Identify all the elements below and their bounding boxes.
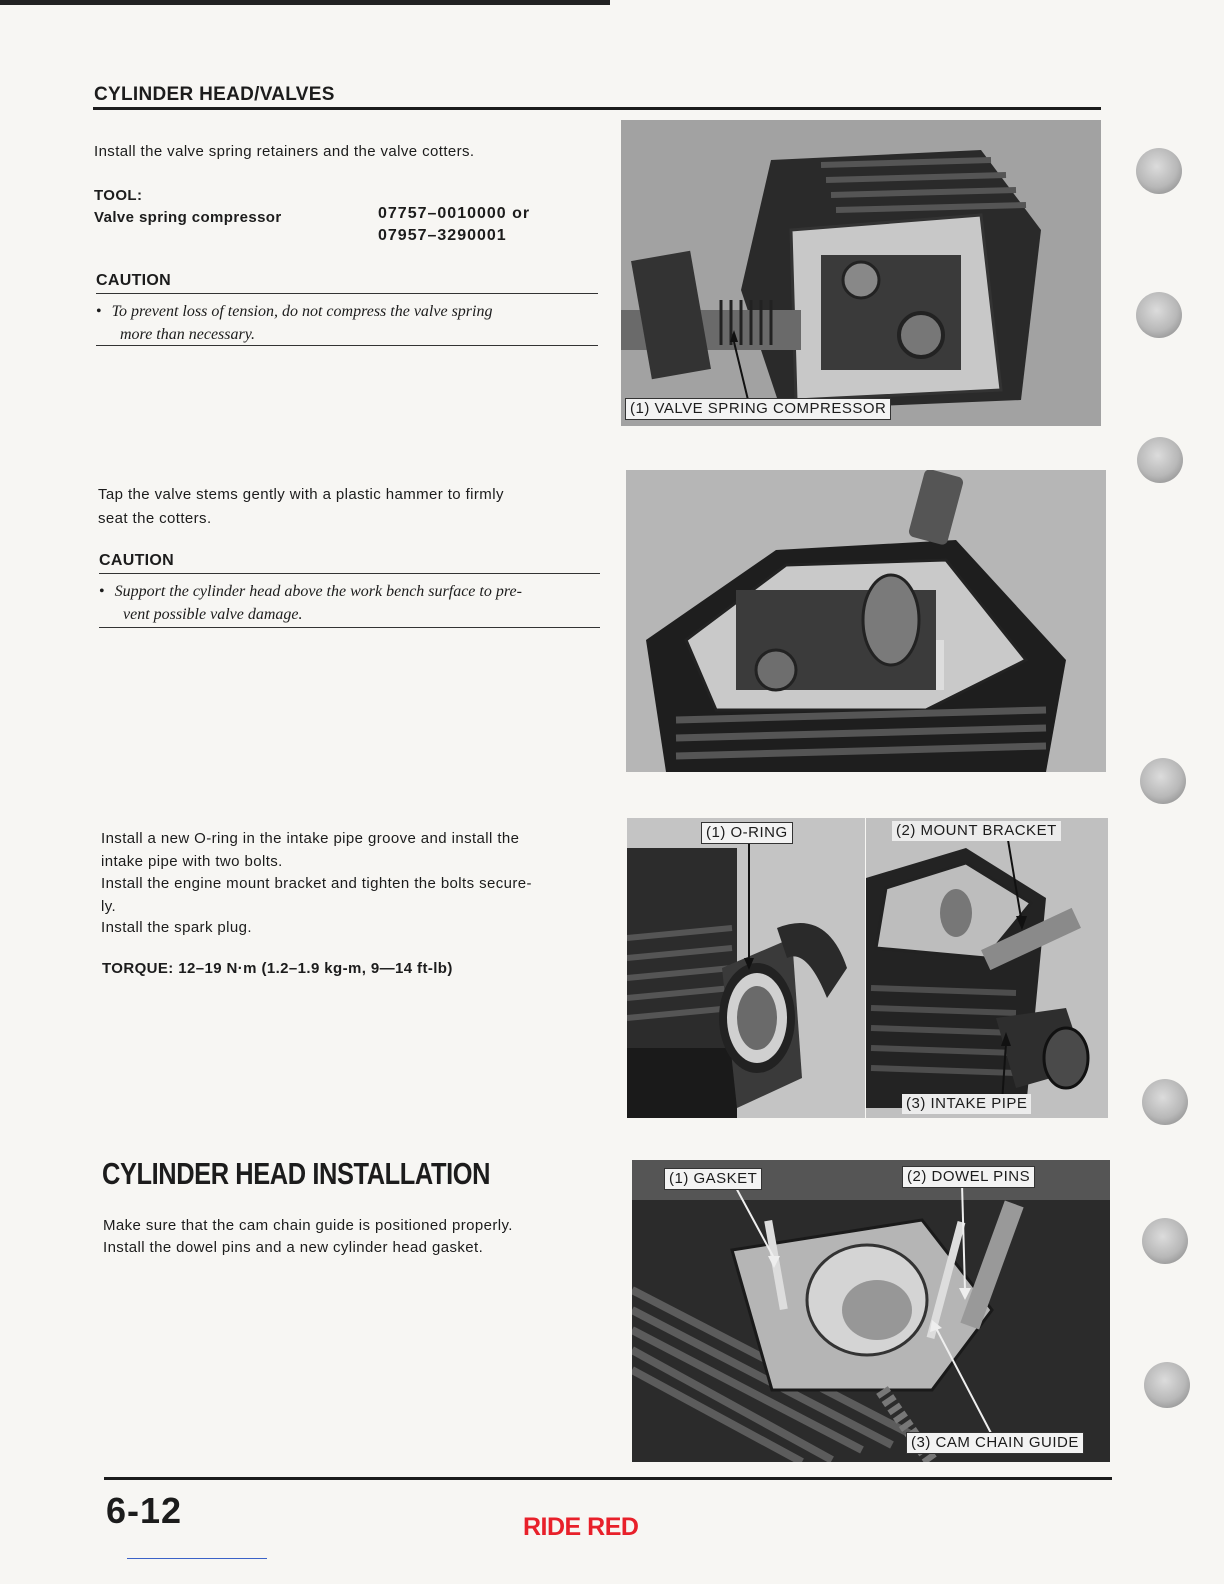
title-rule — [93, 107, 1101, 110]
section-index-tab — [1144, 1362, 1190, 1408]
callout-dowel-pins: (2) DOWEL PINS — [902, 1166, 1035, 1188]
brand-logo: RIDE RED — [523, 1513, 639, 1541]
section-index-tab — [1142, 1218, 1188, 1264]
tool-part-number-2: 07957–3290001 — [378, 227, 507, 244]
caution-text-2-line-1: Support the cylinder head above the work bench surface to pre- — [114, 583, 522, 600]
step3-line-5: Install the spark plug. — [101, 919, 252, 936]
callout-valve-spring-compressor: (1) VALVE SPRING COMPRESSOR — [625, 398, 891, 420]
installation-line-2: Install the dowel pins and a new cylinder head gasket. — [103, 1239, 484, 1256]
photo-illustration — [621, 120, 1101, 426]
caution-text-1 — [96, 300, 492, 346]
caution-text-2-line-2: vent possible valve damage. — [123, 606, 303, 623]
section-title: CYLINDER HEAD/VALVES — [94, 84, 335, 105]
section-index-tab — [1137, 437, 1183, 483]
photo-valve-spring-compressor — [621, 120, 1101, 426]
caution-text-1-line-2: more than necessary. — [120, 326, 255, 343]
callout-intake-pipe: (3) INTAKE PIPE — [902, 1094, 1031, 1114]
tool-label: TOOL: — [94, 187, 143, 204]
caution-rule-top-2 — [99, 573, 600, 574]
section-index-tab — [1142, 1079, 1188, 1125]
step3-line-3: Install the engine mount bracket and tighten the bolts secure- — [101, 875, 532, 892]
callout-o-ring: (1) O-RING — [701, 822, 793, 844]
photo-illustration — [627, 818, 865, 1118]
caution-label-2: CAUTION — [99, 552, 174, 569]
caution-label-1: CAUTION — [96, 272, 171, 289]
photo-illustration — [866, 818, 1108, 1118]
footer-rule — [104, 1477, 1112, 1480]
section-index-tab — [1136, 148, 1182, 194]
photo-illustration — [626, 470, 1106, 772]
footer-link-underline — [127, 1558, 267, 1559]
photo-mount-bracket — [866, 818, 1108, 1118]
photo-o-ring — [627, 818, 865, 1118]
caution-text-1-line-1: To prevent loss of tension, do not compress the valve spring — [111, 303, 493, 320]
caution-rule-bottom-1 — [96, 345, 598, 346]
caution-text-2 — [99, 580, 522, 626]
callout-gasket: (1) GASKET — [664, 1168, 762, 1190]
installation-line-1: Make sure that the cam chain guide is positioned properly. — [103, 1217, 513, 1234]
torque-spec: TORQUE: 12–19 N·m (1.2–1.9 kg-m, 9—14 ft-lb) — [102, 960, 453, 977]
photo-gasket-dowel-pins — [632, 1160, 1110, 1462]
caution-rule-bottom-2 — [99, 627, 600, 628]
tool-part-number-1: 07757–0010000 or — [378, 205, 531, 222]
callout-cam-chain-guide: (3) CAM CHAIN GUIDE — [906, 1432, 1084, 1454]
tool-name: Valve spring compressor — [94, 209, 282, 226]
callout-mount-bracket: (2) MOUNT BRACKET — [892, 821, 1061, 841]
top-edge-bar — [0, 0, 610, 5]
installation-heading: CYLINDER HEAD INSTALLATION — [102, 1156, 491, 1191]
step3-line-4: ly. — [101, 898, 117, 915]
photo-tap-valve-stems — [626, 470, 1106, 772]
section-index-tab — [1140, 758, 1186, 804]
step2-instruction-line-2: seat the cotters. — [98, 510, 212, 527]
step2-instruction-line-1: Tap the valve stems gently with a plastic hammer to firmly — [98, 486, 504, 503]
caution-rule-top-1 — [96, 293, 598, 294]
bullet: • — [99, 583, 105, 600]
step3-line-2: intake pipe with two bolts. — [101, 853, 283, 870]
section-index-tab — [1136, 292, 1182, 338]
page-number: 6-12 — [106, 1490, 183, 1531]
photo-illustration — [632, 1160, 1110, 1462]
bullet: • — [96, 303, 102, 320]
step1-instruction: Install the valve spring retainers and the valve cotters. — [94, 143, 475, 160]
step3-line-1: Install a new O-ring in the intake pipe groove and install the — [101, 830, 520, 847]
